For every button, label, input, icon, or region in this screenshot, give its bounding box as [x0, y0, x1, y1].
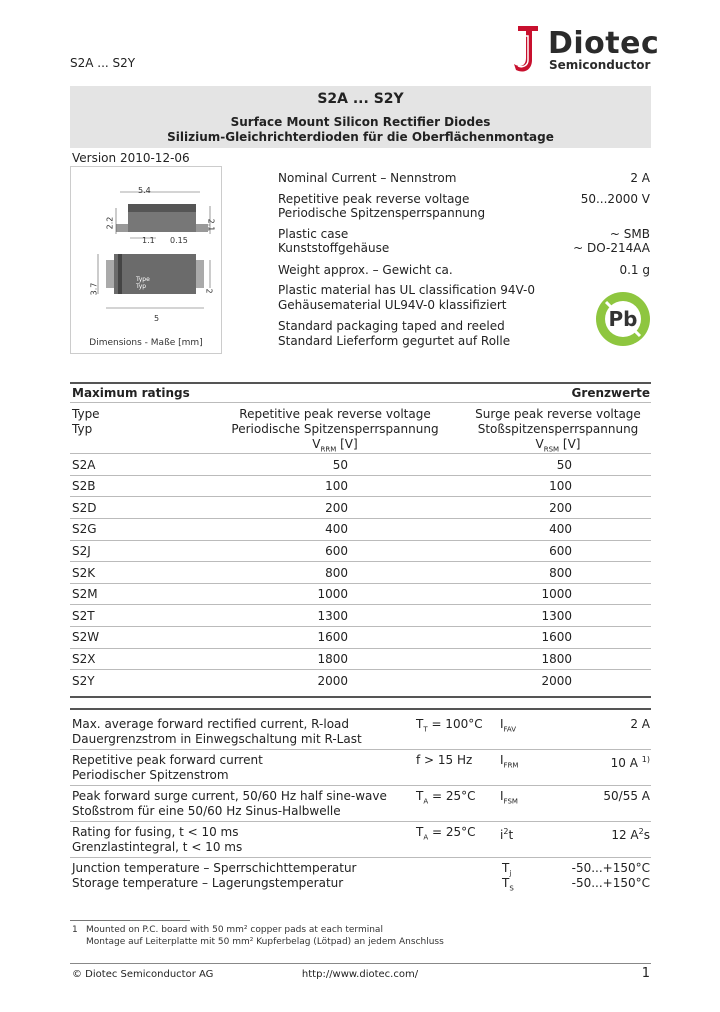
param-value: 10 A $^{1)}$	[610, 755, 650, 770]
spec-label: Periodische Spitzensperrspannung	[278, 206, 486, 220]
table-cell-type: S2A	[72, 458, 96, 472]
spec-label: Plastic case	[278, 227, 349, 241]
divider	[70, 857, 651, 858]
table-row-divider	[70, 648, 651, 649]
table-cell-vrrm: 400	[325, 522, 348, 536]
table-row-divider	[70, 669, 651, 670]
dim-width: 3.7	[89, 282, 99, 296]
footnote-number: 1	[72, 925, 78, 935]
param-label-en: Rating for fusing, t < 10 ms	[72, 825, 239, 839]
temp-value-storage: -50...+150°C	[571, 876, 650, 890]
header-vrrm-en: Repetitive peak reverse voltage	[239, 407, 431, 421]
spec-value: ~ DO-214AA	[573, 241, 650, 255]
spec-label: Plastic material has UL classification 94V-0	[278, 283, 536, 297]
footer-url[interactable]: http://www.diotec.com/	[301, 969, 419, 980]
temp-value-junction: -50...+150°C	[571, 861, 650, 875]
table-cell-type: S2Y	[72, 674, 95, 688]
dim-height: 2.2	[105, 216, 115, 230]
param-label-en: Peak forward surge current, 50/60 Hz half sine-wave	[72, 789, 387, 803]
header-vrrm-de: Periodische Spitzensperrspannung	[231, 422, 439, 436]
ratings-title-de: Grenzwerte	[571, 386, 650, 400]
param-symbol: $I_{FRM}$	[500, 753, 519, 770]
param-condition: $T_A = 25^\circ C$	[416, 789, 476, 806]
brand-subtitle: Semiconductor	[549, 58, 651, 72]
marking-type: Type	[136, 276, 150, 283]
table-cell-vrrm: 200	[325, 501, 348, 515]
table-cell-type: S2B	[72, 479, 96, 493]
table-cell-type: S2D	[72, 501, 97, 515]
table-cell-vrsm: 1000	[541, 587, 572, 601]
table-cell-type: S2K	[72, 566, 96, 580]
dim-footprint: 5	[154, 314, 160, 323]
spec-label: Gehäusematerial UL94V-0 klassifiziert	[278, 298, 507, 312]
divider	[70, 749, 651, 750]
divider	[70, 785, 651, 786]
header-vrsm-de: Stoßspitzensperrspannung	[477, 422, 639, 436]
table-cell-type: S2W	[72, 630, 100, 644]
param-value: 50/55 A	[603, 789, 650, 803]
diotec-logo-icon	[508, 22, 542, 74]
table-row-divider	[70, 583, 651, 584]
table-cell-type: S2T	[72, 609, 95, 623]
table-row-divider	[70, 518, 651, 519]
header-vrsm-symbol: $V_{RSM}$ [V]	[535, 437, 581, 454]
param-condition: $T_A = 25^\circ C$	[416, 825, 476, 842]
table-cell-vrsm: 1600	[541, 630, 572, 644]
title-german: Silizium-Gleichrichterdioden für die Oberflächenmontage	[167, 130, 554, 144]
spec-label: Standard packaging taped and reeled	[278, 319, 505, 333]
lead-free-icon	[594, 290, 652, 348]
param-label-de: Dauergrenzstrom in Einwegschaltung mit R-Last	[72, 732, 362, 746]
temp-symbol-storage: $T_S$	[502, 876, 514, 893]
header-type-en: Type	[72, 407, 100, 421]
param-label-en: Max. average forward rectified current, R-load	[72, 717, 350, 731]
table-row-divider	[70, 561, 651, 562]
spec-value: 2 A	[630, 171, 650, 185]
table-cell-type: S2X	[72, 652, 96, 666]
page-number: 1	[641, 966, 650, 981]
header-vrrm-symbol: $V_{RRM}$ [V]	[312, 437, 358, 454]
spec-label: Repetitive peak reverse voltage	[278, 192, 470, 206]
dim-lead: 1.1	[142, 236, 155, 245]
table-cell-vrrm: 1300	[317, 609, 348, 623]
dim-pad: 2	[204, 288, 214, 294]
table-cell-vrrm: 2000	[317, 674, 348, 688]
table-cell-vrsm: 800	[549, 566, 572, 580]
table-cell-vrrm: 1600	[317, 630, 348, 644]
param-label-de: Stoßstrom für eine 50/60 Hz Sinus-Halbwelle	[72, 804, 341, 818]
divider	[70, 708, 651, 710]
table-row-divider	[70, 626, 651, 627]
table-cell-type: S2G	[72, 522, 97, 536]
table-row-divider	[70, 604, 651, 605]
temp-label-junction: Junction temperature – Sperrschichttemperatur	[72, 861, 357, 875]
table-cell-vrrm: 1800	[317, 652, 348, 666]
table-cell-vrsm: 2000	[541, 674, 572, 688]
spec-value: 0.1 g	[619, 263, 650, 277]
param-label-de: Periodischer Spitzenstrom	[72, 768, 229, 782]
footnote-en: Mounted on P.C. board with 50 mm² copper pads at each terminal	[86, 925, 383, 935]
footer-divider	[70, 963, 651, 964]
spec-label: Standard Lieferform gegurtet auf Rolle	[278, 334, 511, 348]
param-value: 12 $A^2s$	[611, 827, 650, 842]
page-title: S2A ... S2Y	[317, 91, 404, 107]
spec-label: Nominal Current – Nennstrom	[278, 171, 457, 185]
header-vrsm-en: Surge peak reverse voltage	[475, 407, 641, 421]
divider	[70, 402, 651, 403]
table-cell-vrrm: 1000	[317, 587, 348, 601]
header-part-range: S2A ... S2Y	[70, 56, 136, 70]
divider	[70, 453, 651, 454]
table-row-divider	[70, 496, 651, 497]
ratings-title-en: Maximum ratings	[72, 386, 190, 400]
spec-label: Kunststoffgehäuse	[278, 241, 390, 255]
lead-free-label: Pb	[608, 307, 638, 331]
temp-symbol-junction: $T_j$	[502, 861, 512, 878]
table-row-divider	[70, 540, 651, 541]
table-cell-vrsm: 200	[549, 501, 572, 515]
brand-name: Diotec	[548, 26, 660, 61]
drawing-caption: Dimensions - Maße [mm]	[89, 338, 203, 348]
param-symbol: $I_{FAV}$	[500, 717, 517, 734]
param-condition: $T_T = 100^\circ C$	[416, 717, 483, 734]
table-cell-vrrm: 800	[325, 566, 348, 580]
title-english: Surface Mount Silicon Rectifier Diodes	[230, 115, 491, 129]
table-cell-vrrm: 600	[325, 544, 348, 558]
param-value: 2 A	[630, 717, 650, 731]
table-cell-vrsm: 1800	[541, 652, 572, 666]
table-cell-type: S2M	[72, 587, 98, 601]
param-label-en: Repetitive peak forward current	[72, 753, 263, 767]
spec-label: Weight approx. – Gewicht ca.	[278, 263, 453, 277]
version-date: Version 2010-12-06	[72, 151, 190, 165]
dim-height-right: 2.1	[206, 218, 216, 232]
table-cell-type: S2J	[72, 544, 91, 558]
temp-label-storage: Storage temperature – Lagerungstemperatur	[72, 876, 344, 890]
table-cell-vrrm: 100	[325, 479, 348, 493]
footer-copyright: © Diotec Semiconductor AG	[72, 969, 214, 980]
divider	[70, 696, 651, 698]
table-cell-vrsm: 1300	[541, 609, 572, 623]
table-cell-vrsm: 50	[556, 458, 572, 472]
marking-typ: Typ	[136, 283, 147, 290]
footnote-rule	[70, 920, 190, 921]
param-label-de: Grenzlastintegral, t < 10 ms	[72, 840, 243, 854]
table-cell-vrsm: 400	[549, 522, 572, 536]
dim-thickness: 0.15	[170, 236, 188, 245]
spec-value: 50...2000 V	[580, 192, 650, 206]
divider	[70, 382, 651, 384]
header-type-de: Typ	[72, 422, 93, 436]
param-condition: f > 15 Hz	[416, 753, 473, 767]
table-row-divider	[70, 475, 651, 476]
dim-length: 5.4	[138, 186, 151, 195]
spec-value: ~ SMB	[609, 227, 650, 241]
table-cell-vrrm: 50	[332, 458, 348, 472]
footnote-de: Montage auf Leiterplatte mit 50 mm² Kupferbelag (Lötpad) an jedem Anschluss	[86, 937, 444, 947]
divider	[70, 821, 651, 822]
table-cell-vrsm: 600	[549, 544, 572, 558]
param-symbol: $I_{FSM}$	[500, 789, 518, 806]
param-symbol: $i^2t$	[500, 827, 514, 842]
table-cell-vrsm: 100	[549, 479, 572, 493]
